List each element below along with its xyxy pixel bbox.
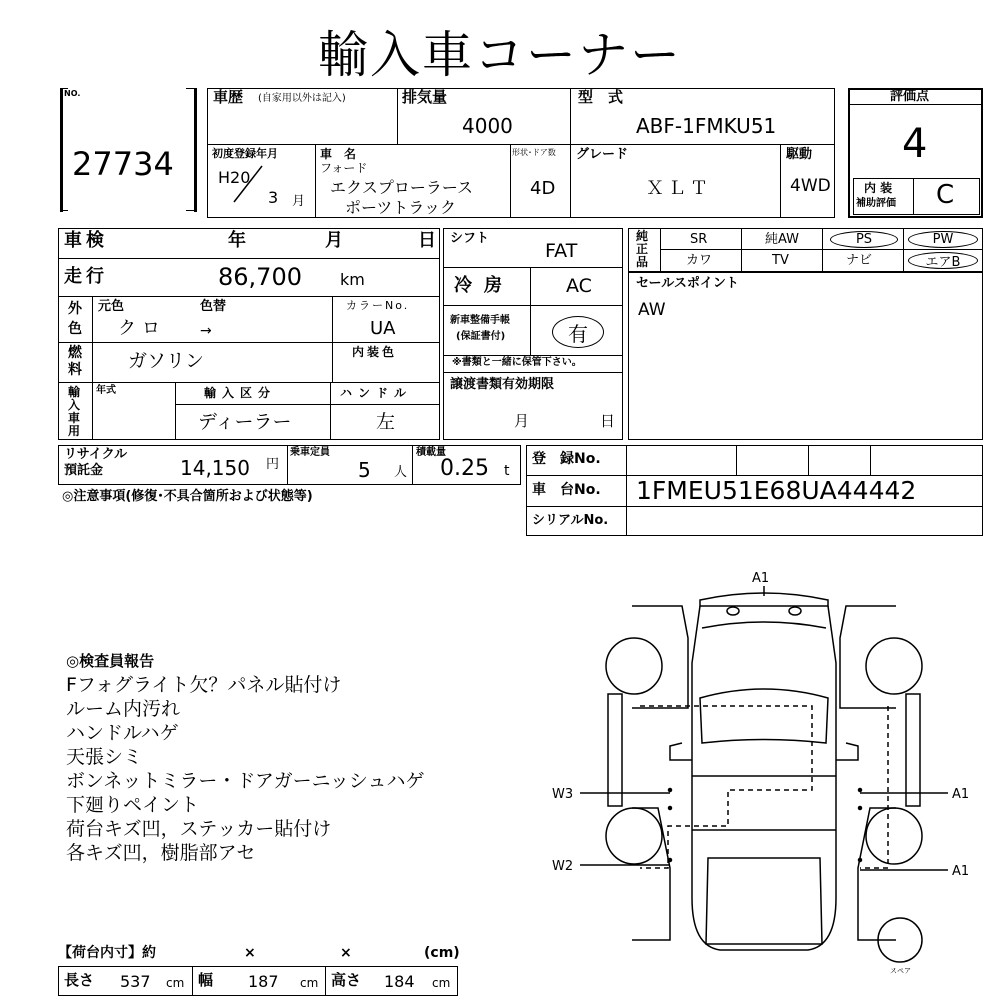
load-unit: t [504,463,510,479]
import-label: 輸入車用 [68,385,81,438]
model-value: ABF-1FMKU51 [636,114,777,138]
equip-navi: ナビ [846,253,873,268]
history-label: 車歴 [213,88,244,106]
bed-length-label: 長さ [64,971,95,989]
color-no-value: UA [370,318,396,339]
drive-value: 4WD [790,176,831,196]
equip-airbag [908,252,978,269]
diagram-label-w3: W3 [552,787,574,802]
bed-title: 【荷台内寸】約 [58,945,156,961]
repaint-label: 色替 [200,299,227,314]
shift-label: シフト [450,231,490,246]
equip-aw: 純AW [765,232,800,247]
equip-pw [908,231,978,248]
bed-height-unit: cm [432,976,451,990]
color-label-2: 色 [68,321,82,337]
inspector-line: 荷台キズ凹，ステッカー貼付け [66,818,332,840]
inspector-line: 天張シミ [66,746,143,768]
equip-leather: カワ [686,253,713,268]
equip-sr: SR [690,232,708,247]
fuel-value: ガソリン [128,350,205,372]
import-type-value: ディーラー [198,411,292,433]
equip-airbag-text: エアB [925,255,961,270]
first-reg-slash [228,164,264,204]
car-diagram [550,568,990,988]
manual-label-1: 新車整備手帳 [450,315,510,326]
equip-ps [830,231,898,248]
recycle-value: 14,150 [180,456,250,480]
bed-unit: (cm) [424,945,460,961]
serial-no-label: シリアルNo. [532,513,609,528]
bed-length-unit: cm [166,976,185,990]
bed-height-value: 184 [384,972,415,991]
manual-value-text: 有 [568,321,588,346]
car-name-maker: フォード [320,161,368,175]
capacity-label: 乗車定員 [290,447,330,458]
transfer-day: 日 [600,412,616,430]
manual-label-2: (保証書付) [456,331,506,342]
orig-color-value: クロ [118,318,166,339]
interior-color-label: 内装色 [352,345,398,359]
shape-label: 形状･ドア数 [512,148,556,157]
car-name-line1: エクスプローラース [330,178,474,197]
doors-value: 4D [530,178,556,199]
import-type-label: 輸入区分 [204,386,277,400]
color-label-1: 外 [68,301,82,317]
first-reg-era: H20 [218,168,251,187]
interior-score-value: C [936,180,955,210]
capacity-value: 5 [358,458,371,482]
shaken-year-label: 年 [228,230,246,251]
bed-length-value: 537 [120,972,151,991]
equip-tv: TV [772,253,789,268]
inspector-line: ルーム内汚れ [66,698,181,720]
interior-label-1: 内 装 [864,181,893,195]
inspector-line: 下廻りペイント [66,794,200,816]
equipment-label: 純正品 [636,229,649,269]
chassis-no-label: 車 台No. [532,482,601,498]
chassis-no-value: 1FMEU51E68UA44442 [636,476,917,505]
transfer-month: 月 [514,412,530,430]
fuel-label-2: 料 [68,362,82,378]
bed-width-unit: cm [300,976,319,990]
bed-width-label: 幅 [198,971,214,989]
first-reg-month: 3 [268,188,279,207]
shaken-month-label: 月 [325,230,343,251]
recycle-label-1: リサイクル [64,447,128,462]
car-name-line2: ポーツトラック [345,198,457,217]
diagram-label-a1-lower: A1 [952,864,970,879]
lot-number: 27734 [72,145,174,183]
sales-point-box [628,272,983,440]
drive-label: 駆動 [786,147,813,162]
orig-color-label: 元色 [98,299,125,314]
equip-ps-text: PS [855,232,873,247]
spare-label: スペア [890,967,911,975]
recycle-yen: 円 [266,457,280,472]
caution-label: ◎注意事項(修復･不具合箇所および状態等) [62,489,313,504]
history-note: (自家用以外は記入) [258,93,346,104]
diagram-label-a1-upper: A1 [952,787,970,802]
load-label: 積載量 [416,447,446,458]
sales-point-text: AW [638,300,666,320]
shift-value: FAT [545,240,578,262]
car-name-label: 車 名 [320,147,357,161]
model-label: 型 式 [578,88,624,106]
inspector-line: ハンドルハゲ [66,722,179,744]
inspector-line: 各キズ凹，樹脂部アセ [66,842,256,864]
mileage-value: 86,700 [218,263,302,291]
bed-x2: × [340,945,352,961]
score-label: 評価点 [890,89,930,104]
inspector-line: ボンネットミラー・ドアガーニッシュハゲ [66,770,425,792]
first-reg-month-unit: 月 [292,194,306,209]
mileage-unit: km [340,270,365,289]
recycle-label-2: 預託金 [64,463,104,478]
manual-note: ※書類と一緒に保管下さい。 [452,357,582,368]
color-no-label: カラーNo. [346,299,410,312]
displacement-value: 4000 [462,114,513,138]
fuel-label-1: 燃 [68,345,82,361]
reg-no-label: 登 録No. [532,451,601,467]
diagram-label-top: A1 [752,571,770,586]
grade-value: ＸＬＴ [646,178,712,199]
handle-label: ハンドル [340,386,413,400]
ac-value: AC [566,275,592,297]
capacity-unit: 人 [394,465,408,480]
equip-pw-text: PW [932,232,954,247]
bed-height-label: 高さ [331,971,362,989]
shaken-day-label: 日 [418,230,436,251]
load-value: 0.25 [440,456,489,481]
bed-x1: × [244,945,256,961]
no-label: NO. [64,89,81,98]
ac-label: 冷房 [454,275,514,296]
interior-label-2: 補助評価 [856,198,896,209]
inspector-title: ◎検査員報告 [66,652,155,670]
page-title: 輸入車コーナー [318,26,682,84]
repaint-arrow: → [200,323,212,339]
transfer-label: 譲渡書類有効期限 [450,377,555,392]
score-value: 4 [902,121,928,167]
manual-value [552,316,604,348]
displacement-label: 排気量 [402,88,448,106]
sales-point-label: セールスポイント [636,276,739,291]
grade-label: グレード [576,147,629,162]
handle-value: 左 [376,411,396,433]
diagram-label-w2: W2 [552,859,574,874]
first-reg-label: 初度登録年月 [212,147,278,160]
bed-width-value: 187 [248,972,279,991]
shaken-label: 車検 [64,230,108,251]
import-year-label: 年式 [96,385,116,396]
mileage-label: 走行 [64,266,108,287]
inspector-line: Fフォグライト欠？パネル貼付け [66,674,342,696]
